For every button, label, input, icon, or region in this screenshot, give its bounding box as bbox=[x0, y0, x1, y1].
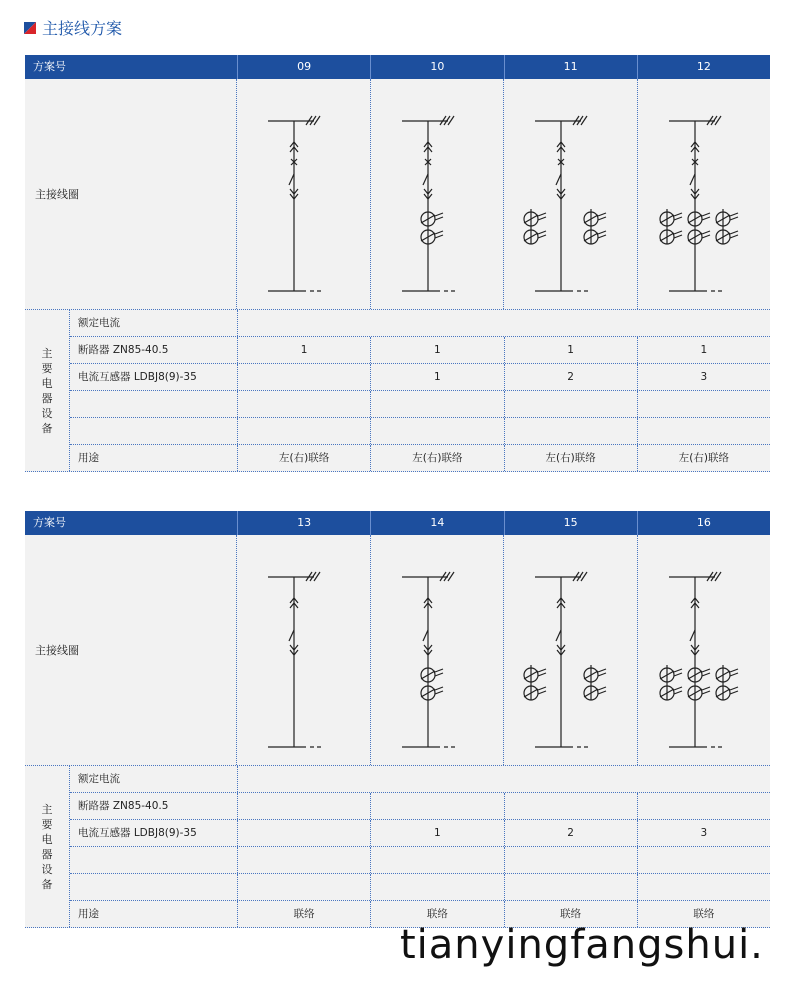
wiring-diagram-icon bbox=[638, 535, 768, 765]
table-row bbox=[70, 310, 770, 337]
side-label-char: 设 bbox=[41, 862, 53, 876]
wiring-diagram-icon bbox=[371, 535, 501, 765]
row-value: 左(右)联络 bbox=[238, 445, 371, 471]
row-value bbox=[238, 874, 371, 900]
row-value bbox=[238, 391, 371, 417]
row-value: 1 bbox=[700, 344, 708, 356]
wiring-diagram-icon bbox=[237, 79, 367, 309]
single-line-diagram bbox=[524, 116, 606, 291]
row-value bbox=[238, 820, 371, 846]
wiring-diagram-icon bbox=[504, 535, 634, 765]
row-label bbox=[70, 847, 238, 873]
section-title-text: 主接线方案 bbox=[42, 19, 123, 38]
table-row bbox=[70, 820, 770, 847]
diagram-cell bbox=[638, 79, 771, 309]
row-value: 联络 bbox=[238, 901, 371, 927]
side-label-char: 电 bbox=[41, 832, 53, 846]
row-value: 1 bbox=[371, 337, 504, 363]
row-span-cell bbox=[238, 310, 770, 336]
table-row bbox=[70, 793, 770, 820]
row-label: 用途 bbox=[70, 445, 238, 471]
diagram-row bbox=[25, 535, 770, 765]
table-row bbox=[70, 337, 770, 364]
diagram-label: 主接线圈 bbox=[25, 535, 237, 765]
table-header bbox=[25, 55, 770, 79]
row-value bbox=[371, 874, 504, 900]
equipment-side-label bbox=[25, 766, 70, 927]
row-value bbox=[238, 364, 371, 390]
row-value: 3 bbox=[700, 827, 708, 839]
wiring-diagram-icon bbox=[638, 79, 768, 309]
wiring-diagram-icon bbox=[371, 79, 501, 309]
side-label-char: 主 bbox=[41, 346, 53, 360]
wiring-diagram-icon bbox=[237, 535, 367, 765]
table-row bbox=[70, 445, 770, 471]
diagram-cell bbox=[504, 79, 638, 309]
side-label-char: 器 bbox=[41, 391, 53, 405]
table-row bbox=[70, 391, 770, 418]
single-line-diagram bbox=[524, 572, 606, 747]
scheme-number: 10 bbox=[370, 55, 503, 79]
equipment-section bbox=[25, 765, 770, 928]
row-label bbox=[70, 874, 238, 900]
side-label-char: 器 bbox=[41, 847, 53, 861]
diagram-cell bbox=[504, 535, 638, 765]
table-row bbox=[70, 418, 770, 445]
row-span-cell bbox=[238, 766, 770, 792]
row-label: 额定电流 bbox=[70, 310, 238, 336]
equipment-section bbox=[25, 309, 770, 472]
row-label: 断路器 ZN85-40.5 bbox=[70, 793, 238, 819]
single-line-diagram bbox=[402, 116, 458, 291]
row-value bbox=[638, 418, 770, 444]
scheme-table bbox=[25, 511, 770, 928]
row-value: 2 bbox=[505, 820, 638, 846]
row-value bbox=[505, 391, 638, 417]
row-label: 断路器 ZN85-40.5 bbox=[70, 337, 238, 363]
side-label-char: 备 bbox=[41, 877, 53, 891]
row-value: 1 bbox=[371, 820, 504, 846]
row-label bbox=[70, 391, 238, 417]
wiring-diagram-icon bbox=[504, 79, 634, 309]
section-title bbox=[24, 16, 122, 39]
side-label-char: 主 bbox=[41, 802, 53, 816]
single-line-diagram bbox=[268, 116, 324, 291]
scheme-number-label: 方案号 bbox=[33, 516, 66, 529]
row-value bbox=[371, 847, 504, 873]
scheme-number: 11 bbox=[504, 55, 637, 79]
diagram-row bbox=[25, 79, 770, 309]
row-label: 用途 bbox=[70, 901, 238, 927]
row-value: 1 bbox=[238, 337, 371, 363]
row-value bbox=[371, 391, 504, 417]
scheme-number-label: 方案号 bbox=[33, 60, 66, 73]
equipment-side-label bbox=[25, 310, 70, 471]
single-line-diagram bbox=[402, 572, 458, 747]
row-value bbox=[638, 874, 770, 900]
row-value: 左(右)联络 bbox=[371, 445, 504, 471]
diagram-cell bbox=[638, 535, 771, 765]
scheme-number: 14 bbox=[370, 511, 503, 535]
row-value: 联络 bbox=[371, 901, 504, 927]
side-label-char: 电 bbox=[41, 376, 53, 390]
single-line-diagram bbox=[660, 116, 738, 291]
side-label-char: 备 bbox=[41, 421, 53, 435]
scheme-number: 09 bbox=[237, 55, 370, 79]
table-row bbox=[70, 364, 770, 391]
table-header bbox=[25, 511, 770, 535]
row-label bbox=[70, 418, 238, 444]
row-value: 左(右)联络 bbox=[678, 452, 729, 464]
row-value bbox=[505, 793, 638, 819]
table-row bbox=[70, 847, 770, 874]
row-value: 联络 bbox=[693, 908, 715, 920]
diagram-cell bbox=[237, 535, 371, 765]
single-line-diagram bbox=[268, 572, 324, 747]
row-value: 1 bbox=[505, 337, 638, 363]
diagram-cell bbox=[371, 79, 505, 309]
row-value bbox=[638, 847, 770, 873]
scheme-number: 13 bbox=[237, 511, 370, 535]
row-value bbox=[238, 418, 371, 444]
row-value bbox=[238, 793, 371, 819]
row-value bbox=[638, 793, 770, 819]
single-line-diagram bbox=[660, 572, 738, 747]
row-value: 2 bbox=[505, 364, 638, 390]
row-value bbox=[371, 418, 504, 444]
diagram-label: 主接线圈 bbox=[25, 79, 237, 309]
title-mark-icon bbox=[24, 22, 36, 34]
row-label: 电流互感器 LDBJ8(9)-35 bbox=[70, 364, 238, 390]
side-label-char: 设 bbox=[41, 406, 53, 420]
row-label: 额定电流 bbox=[70, 766, 238, 792]
row-value bbox=[638, 391, 770, 417]
diagram-cell bbox=[237, 79, 371, 309]
row-label: 电流互感器 LDBJ8(9)-35 bbox=[70, 820, 238, 846]
scheme-table bbox=[25, 55, 770, 472]
row-value bbox=[505, 418, 638, 444]
row-value: 1 bbox=[371, 364, 504, 390]
table-row bbox=[70, 766, 770, 793]
row-value: 3 bbox=[700, 371, 708, 383]
row-value: 左(右)联络 bbox=[505, 445, 638, 471]
row-value bbox=[238, 847, 371, 873]
row-value bbox=[371, 793, 504, 819]
row-value: 联络 bbox=[505, 901, 638, 927]
side-label-char: 要 bbox=[41, 361, 53, 375]
table-row bbox=[70, 874, 770, 901]
watermark-text: tianyingfangshui. bbox=[400, 922, 764, 968]
row-value bbox=[505, 847, 638, 873]
scheme-number: 16 bbox=[637, 511, 770, 535]
diagram-cell bbox=[371, 535, 505, 765]
side-label-char: 要 bbox=[41, 817, 53, 831]
scheme-number: 12 bbox=[637, 55, 770, 79]
row-value bbox=[505, 874, 638, 900]
scheme-number: 15 bbox=[504, 511, 637, 535]
